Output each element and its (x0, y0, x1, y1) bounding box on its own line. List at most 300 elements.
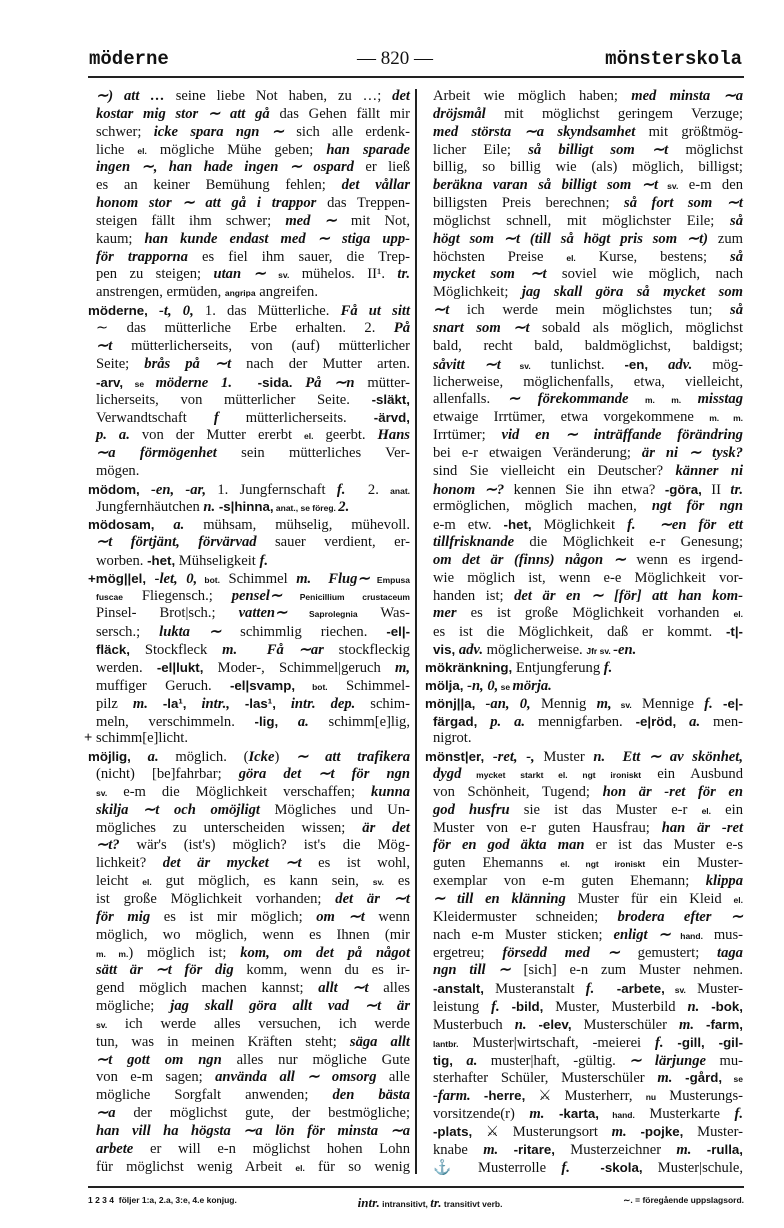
abbreviation: sv. (611, 699, 632, 710)
swedish-phrase: -t, 0, (147, 303, 194, 320)
headword: möderne, (88, 303, 148, 319)
entry-text-line (88, 249, 410, 267)
translation-text: Musterschüler (571, 1016, 679, 1033)
swedish-phrase: -ret, -, (484, 749, 535, 766)
headword: -ritare, (498, 1141, 555, 1157)
headword: -ärvd, (373, 410, 410, 426)
entry-text-line (425, 927, 743, 945)
swedish-phrase: intr., (186, 695, 230, 712)
swedish-phrase: kom, om det på något (240, 944, 410, 961)
swedish-phrase: icke spara ngn ∼ (153, 123, 284, 140)
footnote-tilde: ∼. = föregående uppslagsord. (623, 1195, 744, 1205)
entry-text-line (88, 873, 410, 891)
translation-text: Mennige (631, 695, 705, 712)
abbreviation: bot. (295, 681, 328, 692)
headword: -gill, -gil- (663, 1034, 744, 1050)
entry-text-line (88, 677, 410, 695)
headword: vis, (433, 642, 456, 658)
entry-text-line (425, 284, 743, 302)
translation-text: Stockfleck (130, 642, 223, 659)
entry-text-line (84, 730, 410, 748)
translation-text: kennen Sie ihn etwa? (504, 481, 665, 498)
entry-text-line (88, 409, 410, 427)
swedish-phrase: m. (679, 1016, 694, 1033)
swedish-phrase: Icke (248, 749, 275, 766)
translation-text: es ist große Möglichkeit vorhanden (456, 605, 734, 622)
swedish-phrase: tillfrisknande (433, 534, 515, 551)
entry-text-line (425, 231, 743, 249)
translation-text: schwer; (96, 123, 154, 140)
entry-text-line (88, 177, 410, 195)
swedish-phrase: utan ∼ (213, 266, 279, 283)
entry-text-line (425, 266, 743, 284)
swedish-phrase: ∼a (96, 1105, 116, 1122)
headword: mönst|er, (425, 749, 485, 765)
entry-text-line (425, 1034, 743, 1052)
entry-text-line (425, 338, 743, 356)
abbreviation: fuscae (96, 591, 123, 602)
headword: -t|- (725, 624, 743, 640)
translation-text: billig, so billig wie (als) möglich, billigst; (433, 159, 743, 176)
entry-text-line (425, 249, 743, 267)
swedish-phrase: mörja. (512, 677, 552, 694)
translation-text: er ließ (353, 159, 410, 176)
headword: -het, (503, 517, 532, 533)
abbreviation: hand. (670, 930, 703, 941)
abbreviation: el. (137, 145, 147, 156)
headword: mökränkning, (425, 660, 513, 675)
swedish-phrase: med ∼ (285, 212, 337, 229)
translation-text: sterhafter Schüler, Musterschüler (433, 1070, 658, 1087)
translation-text: schim- (355, 695, 410, 712)
swedish-phrase: så billigt som ∼t (528, 141, 669, 158)
entry-text-line (425, 1069, 743, 1087)
translation-text: e-m die Möglichkeit verschaffen; (107, 783, 372, 800)
abbreviation: se (722, 1074, 743, 1085)
column-divider (415, 89, 417, 1174)
abbreviation: lantbr. (433, 1038, 459, 1049)
abbreviation: anat., se föreg. (273, 503, 339, 514)
swedish-phrase: ∼t förtjänt, förvärvad (96, 534, 257, 551)
translation-text: von der Mutter ererbt (129, 427, 305, 444)
translation-text: Muster|wirtschaft, -meierei (458, 1034, 655, 1051)
translation-text: bald, recht bald, baldmöglichst, baldigst; (433, 337, 743, 354)
translation-text: Was- (357, 605, 411, 622)
translation-text: ermöglichen, möglich machen, (433, 498, 652, 515)
headword: mödosam, (88, 517, 155, 533)
swedish-phrase: m. (132, 695, 148, 712)
translation-text: mögliche; (96, 998, 171, 1015)
translation-text: ich werde alles versuchen, ich werde (107, 1015, 410, 1032)
intr-abbr: intr. (357, 1195, 380, 1210)
swedish-phrase: tr. (385, 266, 410, 283)
swedish-phrase: så (730, 302, 743, 319)
headword: -arbete, (594, 981, 665, 997)
headword: -el|- (386, 624, 410, 640)
translation-text: er will e-n möglichst hohen Lohn (133, 1140, 410, 1157)
entry-text-line (88, 605, 410, 623)
entry-text-line (88, 766, 410, 784)
translation-text: ) möglich ist; (128, 944, 241, 961)
entry-text-line (88, 463, 410, 481)
swedish-phrase: -an, 0, (475, 695, 531, 712)
abbreviation: el. (304, 431, 314, 442)
entry-text-line (88, 1141, 410, 1159)
swedish-phrase: n. (203, 499, 216, 516)
translation-text: licherseits, von mütterlicher Seite. (96, 392, 372, 409)
entry-text-line (88, 338, 410, 356)
translation-text: das Gehen fällt mir (269, 105, 411, 122)
translation-text: möglicherweise. (483, 642, 587, 659)
translation-text: handen ist; (433, 587, 515, 604)
headword: -karta, (544, 1106, 599, 1122)
entry-text-line (425, 88, 743, 106)
translation-text: er ist das Muster e-s (584, 837, 744, 854)
swedish-phrase: ∼ att trafikera (296, 749, 410, 766)
translation-text: Musterkarte (634, 1106, 735, 1123)
abbreviation: el. (295, 1162, 305, 1173)
translation-text: möglichst schnell, mit möglichster Eile; (433, 212, 731, 229)
translation-text: Pinsel- Brot|sch.; (96, 605, 239, 622)
abbreviation: sv. (372, 877, 384, 888)
swedish-phrase: Hans (377, 427, 410, 444)
swedish-phrase: m, (395, 660, 410, 676)
translation-text: sobald als möglich, möglichst (529, 319, 744, 336)
translation-text: Muster- (685, 981, 744, 998)
translation-text: Verwandtschaft (96, 410, 214, 427)
translation-text: Möglichkeit (531, 517, 628, 534)
headword: mönj||a, (425, 695, 476, 711)
entry-text-line (88, 231, 410, 249)
translation-text: es ist wohl, (301, 855, 410, 872)
translation-text: ich werde mein möglichstes tun; (449, 302, 731, 319)
translation-text: sauer verdient, er- (256, 534, 410, 551)
swedish-phrase: beräkna varan så billigt som ∼t (433, 177, 658, 194)
swedish-phrase: f. (259, 552, 268, 569)
entry-text-line (88, 998, 410, 1016)
translation-text: Muster von e-r guten Hausfrau; (433, 819, 662, 836)
swedish-phrase: han vill ha högsta ∼a lön för minsta ∼a (96, 1122, 410, 1139)
translation-text: mög- (692, 356, 743, 373)
translation-text: angreifen. (255, 284, 318, 301)
swedish-phrase: m. (676, 1141, 692, 1158)
translation-text: Muster (534, 749, 594, 766)
entry-text-line (88, 962, 410, 980)
translation-text: billigsten Preis berechnen; (433, 195, 625, 212)
swedish-phrase: ∼) att … (96, 88, 165, 104)
entry-text-line (88, 1069, 410, 1087)
translation-text: Kleidermuster schneiden; (433, 908, 618, 925)
translation-text: lichkeit? (96, 855, 163, 872)
entry-text-line (425, 481, 743, 499)
entry-text-line (88, 374, 410, 392)
swedish-phrase: ∼t gott om ngn (96, 1051, 222, 1068)
headword: -het, (147, 552, 176, 568)
swedish-phrase: f. (704, 695, 713, 712)
translation-text: mögliche Mühe geben; (146, 141, 327, 158)
translation-text: alles (368, 980, 410, 997)
translation-text: werden. (96, 660, 157, 676)
swedish-phrase: f (213, 410, 219, 427)
entry-text-line (88, 498, 410, 516)
entry-text-line (425, 1087, 743, 1105)
footer-rule (88, 1186, 744, 1188)
swedish-phrase: skilja ∼t och omöjligt (96, 801, 260, 818)
swedish-phrase: misstag (697, 391, 743, 408)
headword: -herre, (470, 1088, 526, 1104)
running-head-last-word: mönsterskola (605, 48, 742, 70)
translation-text: Mühseligkeit (175, 552, 260, 569)
translation-text: mühsam, mühselig, mühevoll. (184, 517, 410, 534)
translation-text: wär's (ist's) möglich? ist's die Mög- (119, 837, 410, 854)
entry-text-line (88, 820, 410, 838)
entry-headword-line (425, 677, 743, 695)
translation-text: Möglichkeit; (433, 284, 522, 301)
entry-text-line (425, 142, 743, 160)
entry-text-line (425, 945, 743, 963)
entry-text-line (88, 427, 410, 445)
swedish-phrase: m. (483, 1141, 499, 1158)
entry-text-line (425, 980, 743, 998)
left-column (84, 88, 411, 1176)
swedish-phrase: a. (154, 517, 185, 534)
translation-text: liche (96, 141, 138, 158)
swedish-phrase: jag skall göra så mycket som (521, 284, 743, 301)
swedish-phrase: adv. (455, 642, 484, 659)
translation-text: allenfalls. (433, 391, 508, 408)
entry-text-line (425, 498, 743, 516)
translation-text: e-m den (678, 177, 743, 194)
swedish-phrase: god husfru (433, 801, 510, 818)
translation-text: knabe (433, 1141, 484, 1158)
margin-mark: + (84, 730, 93, 747)
translation-text: mit möglichst geringem Verzuge; (485, 105, 743, 122)
abbreviation: sv. (96, 1019, 108, 1030)
swedish-phrase: m. (657, 1070, 673, 1087)
entry-text-line (425, 1159, 743, 1177)
entry-text-line (88, 1159, 410, 1177)
entry-text-line (88, 284, 410, 302)
translation-text: II (701, 481, 731, 498)
entry-text-line (425, 784, 743, 802)
swedish-phrase: möderne 1. (155, 374, 233, 391)
entry-text-line (425, 1052, 743, 1070)
abbreviation: angripa (224, 288, 256, 299)
translation-text: 1. Jungfernschaft (206, 481, 337, 498)
swedish-phrase: säga allt (349, 1033, 410, 1050)
headword: möjlig, (88, 749, 131, 765)
entry-text-line (425, 802, 743, 820)
swedish-phrase: är det (362, 819, 410, 836)
entry-text-line (88, 159, 410, 177)
tr-abbr: tr. (430, 1195, 442, 1210)
swedish-phrase: f. (654, 1034, 664, 1051)
translation-text: wenn es irgend- (625, 551, 744, 568)
abbreviation: sv. (96, 787, 108, 798)
swedish-phrase: n. (687, 999, 700, 1016)
translation-text: komm, wenn du es ir- (233, 962, 410, 979)
translation-text: möglich, wo möglich, wenn es Ihnen (mir (96, 926, 410, 943)
translation-text: Schimmel (219, 570, 297, 587)
entry-text-line (88, 802, 410, 820)
translation-text: men- (700, 713, 744, 730)
entry-text-line (88, 695, 410, 713)
translation-text: anstrengen, ermüden, (96, 284, 225, 301)
translation-text: ergetreu; (433, 944, 503, 961)
entry-text-line (88, 88, 410, 106)
conjugation-text: följer 1:a, 2.a, 3:e, 4.e konjug. (118, 1195, 237, 1205)
translation-text: Seite; (96, 355, 145, 372)
entry-text-line (88, 659, 410, 677)
swedish-phrase: ngn till ∼ (433, 962, 511, 979)
headword: -farm, (694, 1016, 743, 1032)
entry-text-line (88, 891, 410, 909)
swedish-phrase: -let, 0, (146, 570, 198, 587)
entry-text-line (425, 820, 743, 838)
translation-text: licherweise, möglichenfalls, etwa, vielleicht, (433, 373, 743, 390)
translation-text: für möglichst wenig Arbeit (96, 1158, 296, 1175)
entry-headword-line (88, 748, 410, 766)
abbreviation: Empusa (369, 574, 410, 585)
translation-text: exemplar von e-m guten Ehemann; (433, 873, 706, 890)
entry-text-line (88, 927, 410, 945)
translation-text: pen zu steigen; (96, 266, 214, 283)
translation-text: alles nur mögliche Gute (221, 1051, 410, 1068)
footnote-conjugation (88, 1195, 237, 1211)
swedish-phrase: vid en ∼ inträffande förändring (501, 427, 743, 444)
translation-text: Musterzeichner (554, 1141, 677, 1158)
entry-text-line (88, 266, 410, 284)
swedish-phrase: ∼ lärjunge (629, 1052, 707, 1069)
translation-text: gend möglich machen kannst; (96, 980, 319, 997)
abbreviation: Jfr sv. (586, 646, 614, 657)
translation-text: ) (274, 749, 297, 766)
translation-text: licher Eile; (433, 141, 529, 158)
abbreviation: el. (733, 894, 743, 905)
swedish-phrase: han är -ret (661, 819, 744, 836)
translation-text: sich alle erdenk- (283, 123, 410, 140)
headword: mödom, (88, 481, 140, 497)
swedish-phrase: kostar mig stor ∼ att gå (96, 105, 270, 122)
headword: -en, (624, 356, 649, 372)
translation-text: ein (711, 801, 744, 818)
entry-text-line (425, 302, 743, 320)
headword: -s|hinna, (215, 499, 274, 515)
entry-text-line (88, 784, 410, 802)
swedish-phrase: arbete (96, 1140, 134, 1157)
entry-text-line (88, 445, 410, 463)
swedish-phrase: m. Flug∼ (296, 570, 370, 587)
entry-text-line (88, 855, 410, 873)
headword: -la¹, (147, 695, 187, 711)
translation-text: ⚔ Musterungsort (472, 1123, 612, 1140)
headword: -bok, (699, 999, 743, 1015)
swedish-phrase: försedd med ∼ (502, 944, 620, 961)
entry-text-line (425, 891, 743, 909)
swedish-phrase: 2. (338, 499, 350, 516)
translation-text: (nicht) [be]fahrbar; (96, 766, 239, 783)
swedish-phrase: högt som ∼t (till så högt pris som ∼t) (433, 230, 709, 247)
abbreviation: mycket starkt el. ngt ironiskt (461, 770, 642, 781)
swedish-phrase: om det är (finns) någon ∼ (433, 551, 626, 568)
abbreviation: sv. (664, 985, 686, 996)
swedish-phrase: så (730, 212, 743, 229)
entry-text-line (425, 713, 743, 731)
headword: -anstalt, (433, 981, 484, 997)
conjugation-marks: 1 2 3 4 (88, 1195, 114, 1205)
entry-text-line (425, 1141, 743, 1159)
tr-text: transitivt verb. (443, 1199, 503, 1209)
abbreviation: m. m. (96, 948, 129, 959)
translation-text: mit Not, (336, 212, 410, 229)
swedish-phrase: det vållar (341, 177, 411, 194)
entry-text-line (425, 463, 743, 481)
entry-text-line (425, 356, 743, 374)
abbreviation: sv. (500, 360, 531, 371)
translation-text: ∼ das mütterliche Erbe erhalten. 2. (96, 319, 394, 336)
headword: -skola, (569, 1159, 643, 1175)
translation-text: mus- (702, 926, 744, 943)
entry-headword-line (88, 302, 410, 320)
translation-text: vorsitzende(r) (433, 1106, 530, 1123)
swedish-phrase: det är en ∼ [för] att han kom- (514, 587, 743, 604)
swedish-phrase: honom ∼? (433, 481, 505, 498)
swedish-phrase: f. (603, 660, 613, 676)
headword: -sida. (232, 374, 293, 390)
entry-text-line (425, 409, 743, 427)
swedish-phrase: tr. (730, 481, 743, 498)
entry-text-line (88, 106, 410, 124)
entry-text-line (425, 195, 743, 213)
swedish-phrase: a. (676, 713, 701, 730)
headword: -göra, (664, 481, 702, 497)
translation-text: steigen fällt ihm schwer; (96, 212, 286, 229)
entry-text-line (88, 552, 410, 570)
translation-text: ein Muster- (645, 855, 743, 872)
swedish-phrase: Få ut sitt (340, 303, 410, 320)
translation-text: Kurse, bestens; (575, 248, 731, 265)
translation-text: höchsten Preise (433, 248, 567, 265)
entry-text-line (88, 713, 410, 731)
entry-text-line (425, 106, 743, 124)
headword: -rulla, (691, 1141, 743, 1157)
translation-text: es an keiner Bemühung fehlen; (96, 177, 342, 194)
swedish-phrase: mer (433, 605, 457, 622)
translation-text: sind Sie vielleicht ein Deutscher? (433, 462, 676, 479)
entry-text-line (88, 909, 410, 927)
translation-text: guten Ehemanns (433, 855, 561, 872)
translation-text: mögliches zu unterscheiden wissen; (96, 819, 363, 836)
entry-text-line (425, 320, 743, 338)
swedish-phrase: p. a. (477, 713, 526, 730)
translation-text: mögliche Sorgfalt anwenden; (96, 1087, 333, 1104)
footnote-intransitive (358, 1195, 503, 1211)
translation-text: ⚓ Musterrolle (433, 1159, 562, 1176)
intr-text: intransitivt, (382, 1199, 428, 1209)
translation-text: soviel wie möglich, nach (546, 266, 743, 283)
entry-text-line (425, 1123, 743, 1141)
translation-text: es ist mir möglich; (150, 908, 317, 925)
entry-headword-line (425, 748, 743, 766)
swedish-phrase: för en god äkta man (433, 837, 585, 854)
entry-text-line (425, 534, 743, 552)
translation-text: das Treppen- (316, 195, 410, 212)
translation-text: für so wenig (304, 1158, 410, 1175)
entry-headword-line (425, 659, 743, 677)
entry-text-line (425, 374, 743, 392)
entry-text-line (88, 142, 410, 160)
translation-text: 2. (345, 481, 391, 498)
